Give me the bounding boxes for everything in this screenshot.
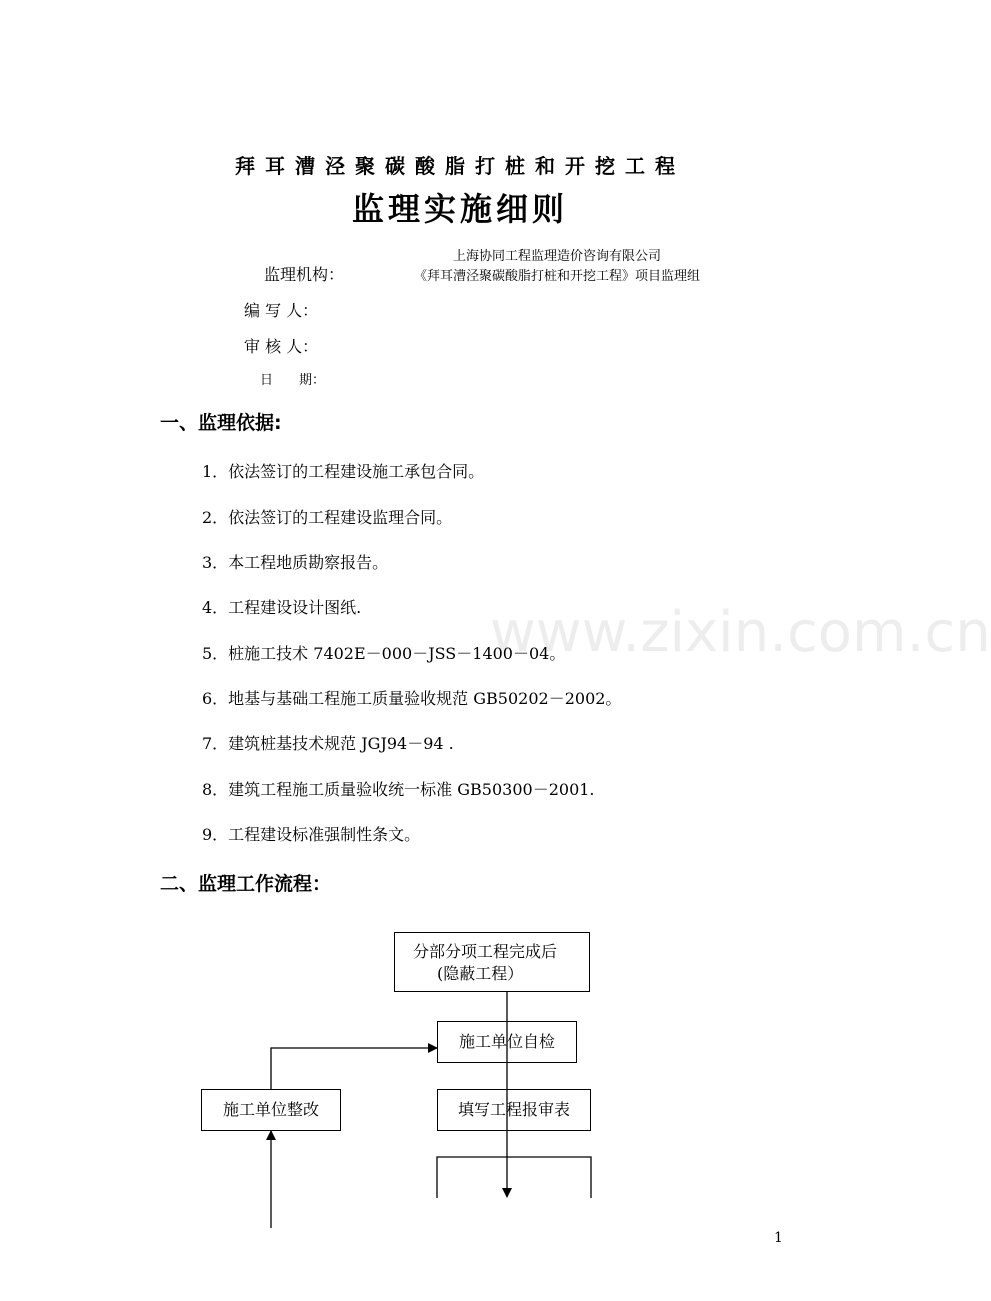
section-heading-basis: 一、监理依据:: [160, 412, 282, 434]
flow-box-partial: [437, 1157, 591, 1198]
basis-item: 5．桩施工技术 7402E－000－JSS－1400－04。: [202, 644, 566, 663]
watermark-text: www.zixin.com.cn: [490, 600, 991, 665]
basis-item: 6．地基与基础工程施工质量验收规范 GB50202－2002。: [202, 689, 622, 708]
basis-item: 4．工程建设设计图纸.: [202, 598, 362, 617]
org-project-group: 《拜耳漕泾聚碳酸脂打桩和开挖工程》项目监理组: [413, 269, 700, 284]
reviewer-label: 审 核 人：: [244, 337, 319, 356]
page-number: 1: [774, 1230, 783, 1246]
flow-box-selfcheck: 施工单位自检: [437, 1021, 577, 1063]
date-label: 日 期：: [260, 373, 326, 388]
writer-label: 编 写 人：: [244, 301, 319, 320]
basis-item: 9．工程建设标准强制性条文。: [202, 825, 421, 844]
flow-arrow-loop: [271, 1048, 437, 1089]
flow-box-report: 填写工程报审表: [437, 1089, 591, 1131]
basis-item: 3．本工程地质勘察报告。: [202, 553, 389, 572]
basis-item: 8．建筑工程施工质量验收统一标准 GB50300－2001.: [202, 780, 595, 799]
basis-item: 2．依法签订的工程建设监理合同。: [202, 508, 453, 527]
basis-item: 1．依法签订的工程建设施工承包合同。: [202, 462, 485, 481]
org-name: 上海协同工程监理造价咨询有限公司: [452, 249, 661, 264]
flow-box-rectify: 施工单位整改: [201, 1089, 341, 1131]
document-title: 拜耳漕泾聚碳酸脂打桩和开挖工程: [235, 154, 685, 178]
document-subtitle: 监理实施细则: [351, 190, 568, 228]
section-heading-workflow: 二、监理工作流程：: [160, 873, 332, 895]
flow-box-start-line2: (隐蔽工程）: [437, 964, 524, 983]
basis-item: 7．建筑桩基技术规范 JGJ94－94 .: [202, 734, 454, 753]
org-label: 监理机构：: [264, 265, 345, 284]
flow-box-start-line1: 分部分项工程完成后: [413, 942, 558, 961]
